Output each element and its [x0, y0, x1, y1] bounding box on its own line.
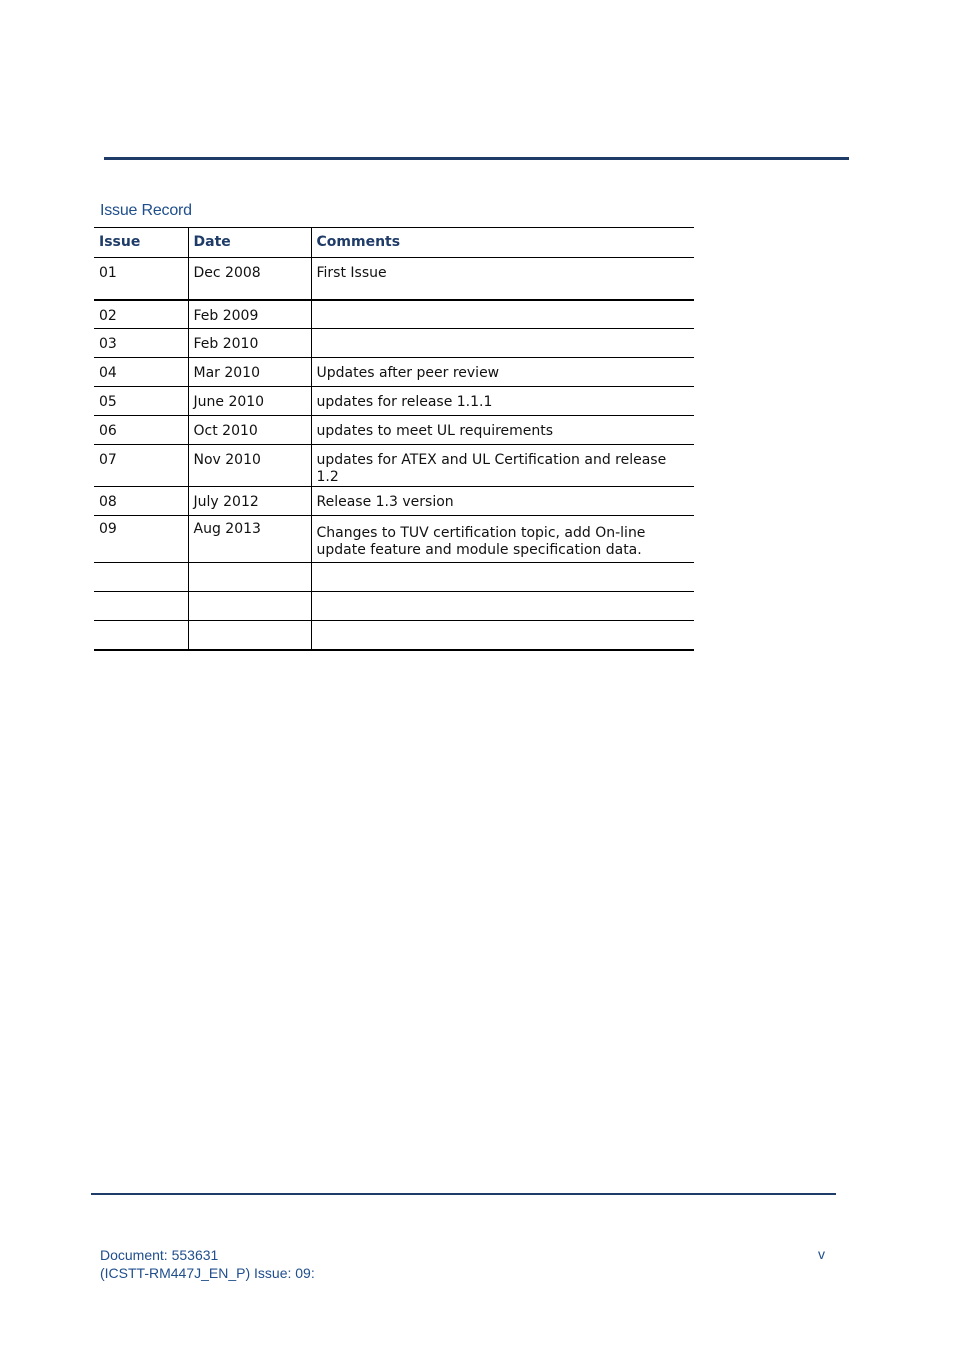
- issue-cell: 07: [94, 445, 188, 487]
- comments-cell: updates to meet UL requirements: [311, 416, 694, 445]
- table-row: [94, 416, 694, 445]
- table-row: [94, 445, 694, 487]
- comments-cell: [311, 300, 694, 329]
- comments-cell: First Issue: [311, 258, 694, 300]
- date-cell: Nov 2010: [188, 445, 311, 487]
- footer-document-info: [100, 1246, 315, 1282]
- table-row: [94, 487, 694, 516]
- date-cell: [188, 621, 311, 650]
- footer-rule: [91, 1193, 836, 1195]
- table-row: [94, 563, 694, 592]
- date-cell: Mar 2010: [188, 358, 311, 387]
- issue-cell: [94, 563, 188, 592]
- issue-cell: 02: [94, 300, 188, 329]
- date-cell: Feb 2009: [188, 300, 311, 329]
- comments-cell: [311, 592, 694, 621]
- table-row: [94, 621, 694, 650]
- comments-cell: Changes to TUV certification topic, add On-line update feature and module specification data.: [311, 516, 694, 563]
- issue-cell: 03: [94, 329, 188, 358]
- section-title: Issue Record: [100, 202, 192, 219]
- issue-cell: 09: [94, 516, 188, 563]
- issue-cell: 01: [94, 258, 188, 300]
- comments-cell: updates for release 1.1.1: [311, 387, 694, 416]
- date-cell: Aug 2013: [188, 516, 311, 563]
- issue-cell: [94, 621, 188, 650]
- footer-issue-line: (ICSTT-RM447J_EN_P) Issue: 09:: [100, 1265, 315, 1281]
- issue-record-table: [94, 227, 694, 651]
- header-rule: [104, 157, 849, 160]
- date-cell: [188, 563, 311, 592]
- comments-cell: [311, 563, 694, 592]
- comments-cell: updates for ATEX and UL Certification and release 1.2: [311, 445, 694, 487]
- issue-cell: 04: [94, 358, 188, 387]
- column-header-comments: Comments: [311, 228, 694, 258]
- issue-cell: 08: [94, 487, 188, 516]
- table-row: [94, 258, 694, 300]
- date-cell: Dec 2008: [188, 258, 311, 300]
- date-cell: Oct 2010: [188, 416, 311, 445]
- issue-cell: 06: [94, 416, 188, 445]
- comments-cell: Release 1.3 version: [311, 487, 694, 516]
- footer-document-number: Document: 553631: [100, 1247, 219, 1263]
- date-cell: July 2012: [188, 487, 311, 516]
- date-cell: Feb 2010: [188, 329, 311, 358]
- table-row: [94, 358, 694, 387]
- comments-cell: Updates after peer review: [311, 358, 694, 387]
- date-cell: [188, 592, 311, 621]
- table-row: [94, 387, 694, 416]
- table-row: [94, 592, 694, 621]
- table-header-row: [94, 228, 694, 258]
- date-cell: June 2010: [188, 387, 311, 416]
- table-row: [94, 300, 694, 329]
- column-header-date: Date: [188, 228, 311, 258]
- column-header-issue: Issue: [94, 228, 188, 258]
- issue-cell: [94, 592, 188, 621]
- comments-cell: [311, 329, 694, 358]
- comments-cell: [311, 621, 694, 650]
- table-row: [94, 516, 694, 563]
- table-row: [94, 329, 694, 358]
- issue-cell: 05: [94, 387, 188, 416]
- page-number: v: [818, 1246, 825, 1262]
